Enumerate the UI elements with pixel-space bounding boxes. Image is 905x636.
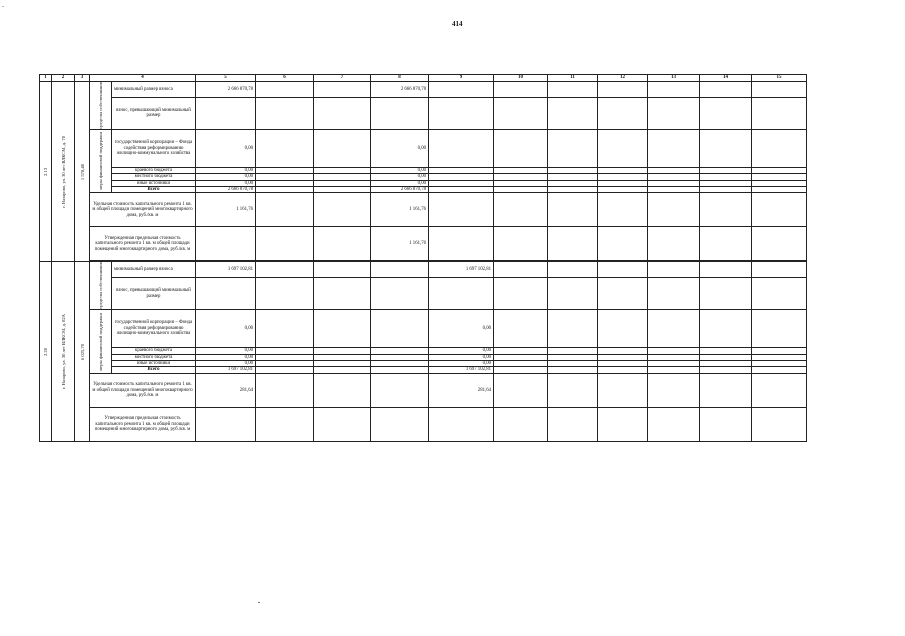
cell-col9: 0,00 xyxy=(429,354,494,360)
min-contribution-label: минимальный размер взноса xyxy=(112,262,196,278)
page-number: 414 xyxy=(452,20,463,28)
header-cell: 1 xyxy=(40,75,52,82)
cell-col8 xyxy=(371,373,429,407)
cell-col8 xyxy=(371,262,429,278)
approved-limit-label: Утвержденная предельная стоимость капитального ремонта 1 кв. м общей площади помещений многоквартирного дома, руб./кв. м xyxy=(90,227,196,261)
header-cell: 5 xyxy=(196,75,256,82)
record-area: 6 025,70 xyxy=(75,262,90,441)
cell-col5: 0,00 xyxy=(196,348,256,354)
cell-col5: 2 666 870,78 xyxy=(196,82,256,98)
row-min-contribution xyxy=(40,262,807,278)
local-label: местного бюджета xyxy=(112,174,196,180)
record-address: г. Назарово, ул. 30 лет ВЛКСМ, д. 70 xyxy=(52,82,75,262)
cell-col9 xyxy=(429,129,494,167)
cell-col8: 0,00 xyxy=(371,174,429,180)
funds-group-label: средства собственников xyxy=(90,82,112,130)
support-group-label: меры финансовой поддержки xyxy=(90,310,112,374)
header-cell: 13 xyxy=(648,75,700,82)
regional-label: краевого бюджета xyxy=(112,348,196,354)
header-cell: 10 xyxy=(494,75,548,82)
total-label: Всего xyxy=(112,186,196,192)
corner-mark: - xyxy=(2,4,4,10)
cell-col8: 1 161,76 xyxy=(371,193,429,227)
cell-col5: 0,00 xyxy=(196,310,256,348)
cell-col5: 281,64 xyxy=(196,373,256,407)
cell-col9 xyxy=(429,82,494,98)
cell-col5: 0,00 xyxy=(196,167,256,173)
other-label: иные источники xyxy=(112,360,196,366)
record-area: 1 578,40 xyxy=(75,82,90,262)
cell-col5: 1 697 102,81 xyxy=(196,262,256,278)
row-excess-contribution xyxy=(40,278,807,310)
header-cell: 4 xyxy=(90,75,196,82)
funds-group-label: средства собственников xyxy=(90,262,112,310)
header-cell: 9 xyxy=(429,75,494,82)
header-cell: 3 xyxy=(75,75,90,82)
cell-col8: 2 666 870,78 xyxy=(371,82,429,98)
row-min-contribution xyxy=(40,82,807,98)
row-corporation xyxy=(40,129,807,167)
header-cell: 12 xyxy=(598,75,648,82)
cell-col5: 2 666 870,78 xyxy=(196,186,256,192)
other-label: иные источники xyxy=(112,180,196,186)
header-cell: 11 xyxy=(548,75,598,82)
header-cell: 2 xyxy=(52,75,75,82)
cell-col5: 0,00 xyxy=(196,129,256,167)
header-row xyxy=(40,75,807,82)
cell-col9 xyxy=(429,407,494,441)
cell-col5: 0,00 xyxy=(196,360,256,366)
cell-col5: 0,00 xyxy=(196,174,256,180)
cell-col5: 0,00 xyxy=(196,354,256,360)
unit-cost-label: Удельная стоимость капитального ремонта 1 кв. м общей площади помещений многоквартирного дома, руб./кв. м xyxy=(90,193,196,227)
cell-col9: 1 697 102,81 xyxy=(429,262,494,278)
cell-col8: 2 666 870,78 xyxy=(371,186,429,192)
excess-contribution-label: взнос, превышающий минимальный размер xyxy=(112,97,196,129)
cell-col8: 0,00 xyxy=(371,129,429,167)
cell-col5: 1 161,76 xyxy=(196,193,256,227)
row-corporation xyxy=(40,310,807,348)
cell-col8 xyxy=(371,310,429,348)
cell-col9 xyxy=(429,193,494,227)
cell-col8 xyxy=(371,407,429,441)
unit-cost-label: Удельная стоимость капитального ремонта 1 кв. м общей площади помещений многоквартирного дома, руб./кв. м xyxy=(90,373,196,407)
corporation-label: государственной корпорации – Фонда содействия реформированию жилищно-коммунального хозяйства xyxy=(112,310,196,348)
approved-limit-label: Утвержденная предельная стоимость капитального ремонта 1 кв. м общей площади помещений многоквартирного дома, руб./кв. м xyxy=(90,407,196,441)
cell-col9: 281,64 xyxy=(429,373,494,407)
cell-col9: 0,00 xyxy=(429,360,494,366)
regional-label: краевого бюджета xyxy=(112,167,196,173)
total-label: Всего xyxy=(112,367,196,373)
record-number: 2.20 xyxy=(40,262,52,441)
local-label: местного бюджета xyxy=(112,354,196,360)
cell-col9: 0,00 xyxy=(429,348,494,354)
cell-col5: 1 697 102,81 xyxy=(196,367,256,373)
cell-col9: 0,00 xyxy=(429,310,494,348)
corporation-label: государственной корпорации – Фонда содействия реформированию жилищно-коммунального хозяйства xyxy=(112,129,196,167)
record-number: 2.13 xyxy=(40,82,52,262)
header-cell: 15 xyxy=(752,75,807,82)
cell-col8: 0,00 xyxy=(371,167,429,173)
scan-speck xyxy=(258,602,260,603)
row-approved-limit xyxy=(40,227,807,261)
capital-repair-table xyxy=(39,74,807,442)
row-unit-cost xyxy=(40,373,807,407)
header-cell: 7 xyxy=(314,75,371,82)
header-cell: 8 xyxy=(371,75,429,82)
cell-col8: 1 161,76 xyxy=(371,227,429,261)
cell-col5: 0,00 xyxy=(196,180,256,186)
excess-contribution-label: взнос, превышающий минимальный размер xyxy=(112,278,196,310)
row-unit-cost xyxy=(40,193,807,227)
cell-col9 xyxy=(429,227,494,261)
record-address: г. Назарово, ул. 30 лет ВЛКСМ, д. 82А xyxy=(52,262,75,441)
row-approved-limit xyxy=(40,407,807,441)
row-excess-contribution xyxy=(40,97,807,129)
cell-col9: 1 697 102,81 xyxy=(429,367,494,373)
header-cell: 6 xyxy=(256,75,314,82)
header-cell: 14 xyxy=(700,75,752,82)
cell-col8: 0,00 xyxy=(371,180,429,186)
support-group-label: меры финансовой поддержки xyxy=(90,129,112,193)
min-contribution-label: минимальный размер взноса xyxy=(112,82,196,98)
